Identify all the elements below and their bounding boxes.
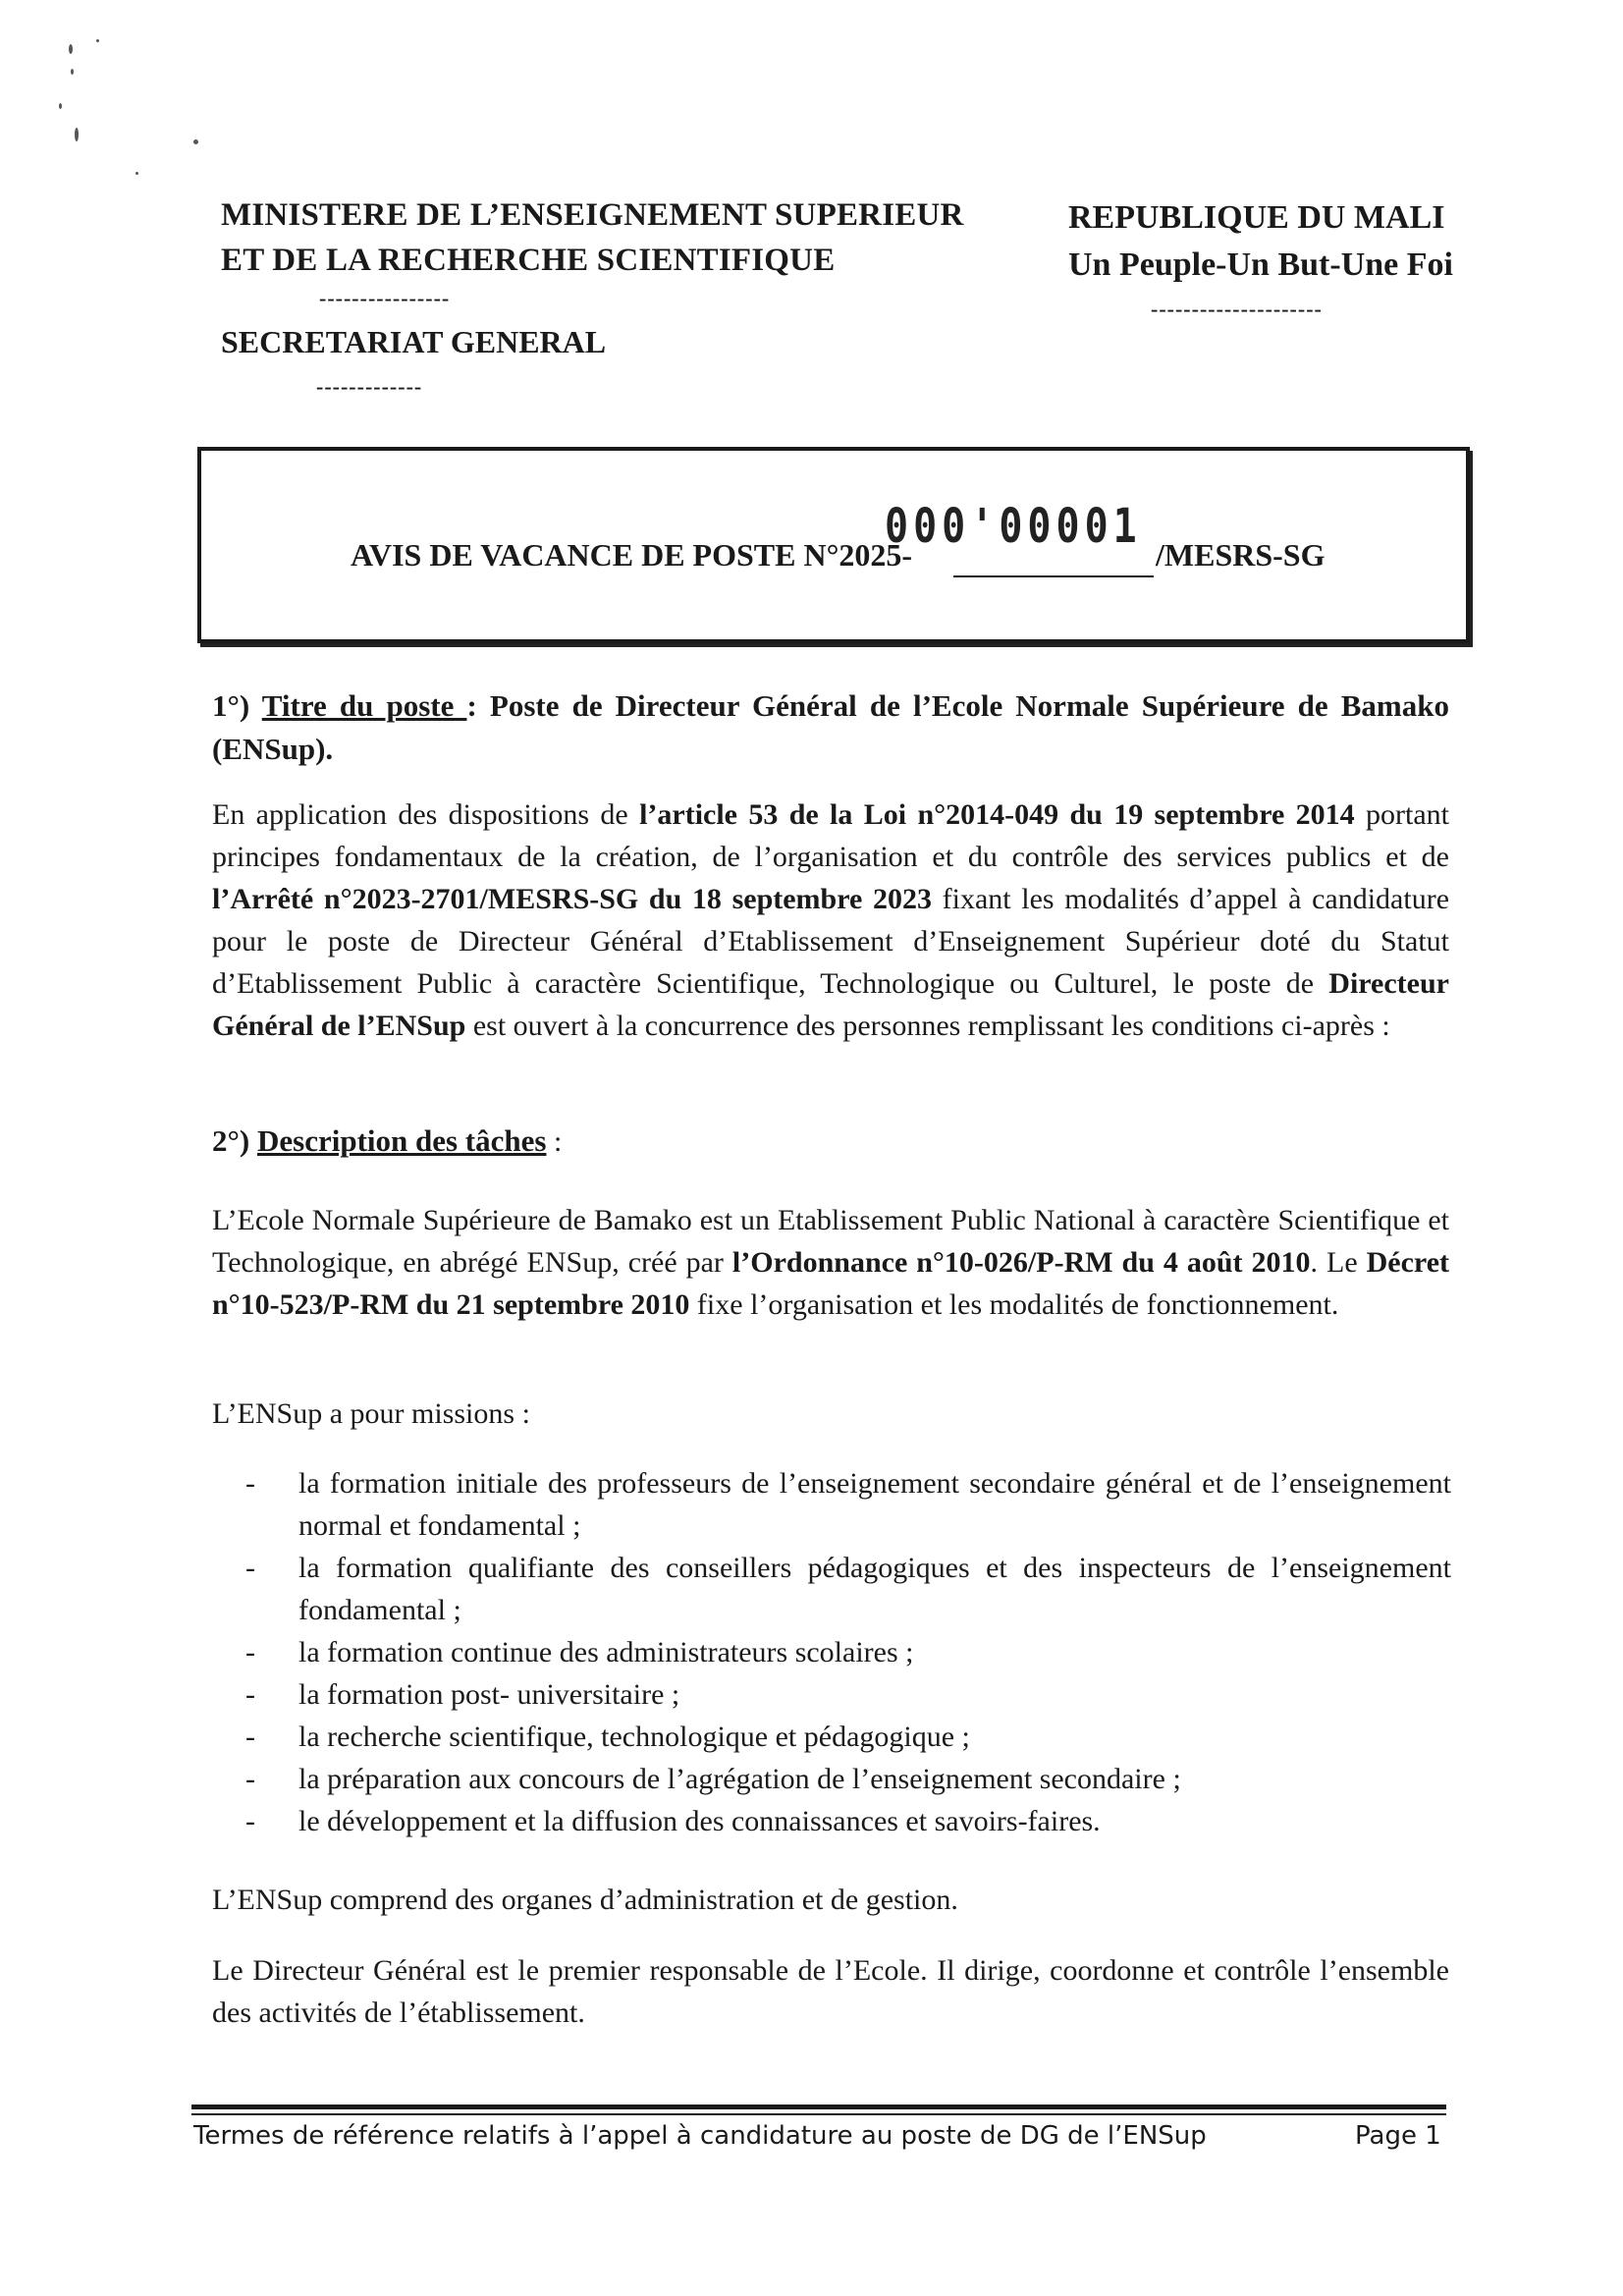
text-run: fixant les modalités d’appel à candidature pour le poste de Directeur Général d’Etablissement d’Enseignement Supérieur doté du Statut d’Etablissement Public à caractère Scientifique, Technologique ou Culturel, le poste de xyxy=(212,883,1450,1000)
bold-post-name: Directeur Général de l’ENSup xyxy=(212,967,1449,1042)
reference-suffix: /MESRS-SG xyxy=(1156,537,1325,573)
section-1-number: 1°) xyxy=(212,688,262,723)
list-item-text: la formation post- universitaire ; xyxy=(298,1678,680,1711)
list-dash: - xyxy=(245,1636,255,1668)
list-item xyxy=(245,1462,1451,1547)
section-1 xyxy=(212,684,1449,771)
list-item-text: la formation initiale des professeurs de l’enseignement secondaire général et de l’enseignement normal et fondamental ; xyxy=(298,1467,1451,1542)
paragraph-ensup-description xyxy=(212,1199,1449,1326)
scan-speck xyxy=(75,128,79,141)
list-dash: - xyxy=(245,1721,255,1753)
vacancy-notice-title: AVIS DE VACANCE DE POSTE N°2025- xyxy=(351,537,913,573)
section-2 xyxy=(212,1120,1449,1163)
bold-law-reference: l’article 53 de la Loi n°2014-049 du 19 septembre 2014 xyxy=(639,798,1355,831)
number-blank-line xyxy=(953,575,1154,577)
republic-name: REPUBLIQUE DU MALI xyxy=(1068,199,1445,236)
list-item xyxy=(245,1673,1451,1716)
text-run: . Le xyxy=(1310,1246,1367,1279)
list-item-text: la préparation aux concours de l’agrégation de l’enseignement secondaire ; xyxy=(298,1763,1181,1795)
scan-speck xyxy=(59,103,62,109)
missions-intro: L’ENSup a pour missions : xyxy=(212,1397,530,1430)
ministry-line-2: ET DE LA RECHERCHE SCIENTIFIQUE xyxy=(221,243,836,278)
bold-decree-reference: Décret n°10-523/P-RM du 21 septembre 2010 xyxy=(212,1246,1450,1321)
text-run: L’Ecole Normale Supérieure de Bamako est un Etablissement Public National à caractère Scientifique et Technologique, en abrégé ENSup, créé par xyxy=(212,1204,1449,1279)
scan-speck xyxy=(69,44,73,54)
scan-speck xyxy=(193,139,198,144)
list-item xyxy=(245,1800,1451,1842)
national-motto: Un Peuple-Un But-Une Foi xyxy=(1068,246,1453,283)
list-dash: - xyxy=(245,1805,255,1837)
text-run: est ouvert à la concurrence des personnes remplissant les conditions ci-après : xyxy=(465,1010,1390,1042)
footer-document-title: Termes de référence relatifs à l’appel à candidature au poste de DG de l’ENSup xyxy=(193,2121,1207,2151)
bold-ordinance-reference: l’Ordonnance n°10-026/P-RM du 4 août 2010 xyxy=(731,1246,1311,1279)
vacancy-notice-box xyxy=(197,447,1470,643)
page-number: Page 1 xyxy=(1355,2121,1441,2151)
scan-speck xyxy=(135,172,138,175)
list-item xyxy=(245,1631,1451,1673)
section-1-heading: Titre du poste xyxy=(261,688,467,723)
text-run: fixe l’organisation et les modalités de fonctionnement. xyxy=(689,1288,1339,1321)
list-item-text: la recherche scientifique, technologique et pédagogique ; xyxy=(298,1721,970,1753)
list-item-text: la formation qualifiante des conseillers pédagogiques et des inspecteurs de l’enseignement fondamental ; xyxy=(298,1552,1451,1626)
text-run: En application des dispositions de xyxy=(212,798,640,831)
stamped-number: 000'00001 xyxy=(885,500,1142,555)
section-2-colon: : xyxy=(546,1125,563,1158)
section-2-heading: Description des tâches xyxy=(256,1123,547,1158)
list-item-text: la formation continue des administrateurs scolaires ; xyxy=(298,1636,914,1668)
list-item xyxy=(245,1716,1451,1758)
scan-speck xyxy=(96,39,99,42)
paragraph-director-role: Le Directeur Général est le premier responsable de l’Ecole. Il dirige, coordonne et contrôle l’ensemble des activités de l’établissement. xyxy=(212,1954,1449,2029)
list-dash: - xyxy=(245,1467,255,1500)
republic-block xyxy=(1068,194,1481,289)
separator-dashes: ---------------- xyxy=(319,286,451,310)
section-1-text: Poste de Directeur Général de l’Ecole Normale Supérieure de Bamako (ENSup). xyxy=(212,688,1449,766)
separator-dashes: --------------------- xyxy=(1151,297,1323,321)
list-item-text: le développement et la diffusion des connaissances et savoirs-faires. xyxy=(298,1805,1101,1837)
list-dash: - xyxy=(245,1678,255,1711)
list-item xyxy=(245,1547,1451,1631)
paragraph-legal-basis xyxy=(212,793,1449,1047)
paragraph-organs: L’ENSup comprend des organes d’administration et de gestion. xyxy=(212,1884,958,1916)
separator-dashes: ------------- xyxy=(316,374,423,399)
footer-rule-thin xyxy=(191,2113,1446,2115)
list-dash: - xyxy=(245,1552,255,1584)
secretariat-general: SECRETARIAT GENERAL xyxy=(221,324,607,359)
ministry-line-1: MINISTERE DE L’ENSEIGNEMENT SUPERIEUR xyxy=(221,197,964,233)
ministry-block xyxy=(221,192,1006,283)
missions-list xyxy=(245,1462,1451,1842)
section-2-number: 2°) xyxy=(212,1123,257,1158)
text-run: portant principes fondamentaux de la création, de l’organisation et du contrôle des services publics et de xyxy=(212,798,1449,873)
section-1-colon: : xyxy=(466,688,490,723)
bold-decree-reference: l’Arrêté n°2023-2701/MESRS-SG du 18 septembre 2023 xyxy=(212,883,932,915)
list-dash: - xyxy=(245,1763,255,1795)
footer-rule-thick xyxy=(191,2105,1446,2109)
scan-speck xyxy=(71,69,74,75)
list-item xyxy=(245,1758,1451,1800)
